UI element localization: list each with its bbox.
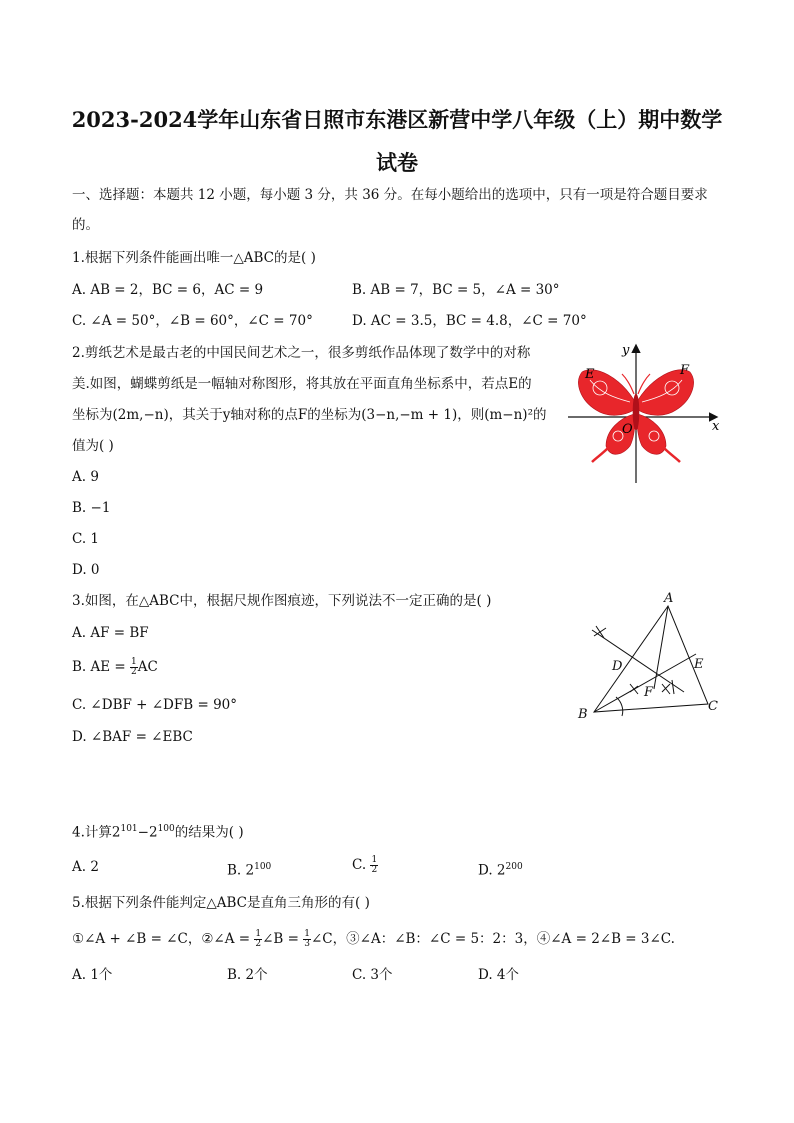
vertex-c-label: C xyxy=(708,699,718,714)
q2-option-c: C. 1 xyxy=(72,531,100,547)
point-f-label: F xyxy=(680,363,690,378)
q1-stem: 1.根据下列条件能画出唯一△ABC的是( ) xyxy=(72,250,316,266)
q1-option-d: D. AC = 3.5，BC = 4.8，∠C = 70° xyxy=(352,313,587,329)
q2-option-a: A. 9 xyxy=(72,469,99,485)
butterfly-figure xyxy=(560,338,730,488)
vertex-a-label: A xyxy=(664,592,674,606)
q3-option-c: C. ∠DBF + ∠DFB = 90° xyxy=(72,697,237,713)
q2-stem-line2: 美.如图，蝴蝶剪纸是一幅轴对称图形，将其放在平面直角坐标系中，若点E的 xyxy=(72,376,532,392)
x-axis-label: x xyxy=(712,419,720,434)
fraction: $\frac{1}{2}$ xyxy=(131,657,137,677)
construction-arc xyxy=(616,697,623,716)
y-axis-label: y xyxy=(622,343,630,358)
triangle-figure xyxy=(572,592,732,722)
q4-option-d: D. $2^{200}$ xyxy=(478,862,523,879)
q5-option-a: A. 1个 xyxy=(72,967,113,983)
section-heading: 一、选择题：本题共 12 小题，每小题 3 分，共 36 分。在每小题给出的选项中，只有一项是符合题目要求 xyxy=(72,187,708,203)
q2-option-d: D. 0 xyxy=(72,562,100,578)
point-e-label: E xyxy=(694,657,704,672)
q3-option-d: D. ∠BAF = ∠EBC xyxy=(72,729,193,745)
point-d-label: D xyxy=(612,659,623,674)
q5-option-c: C. 3个 xyxy=(352,967,393,983)
q4-option-a: A. 2 xyxy=(72,859,99,875)
page-title-cont: 试卷 xyxy=(376,150,418,175)
q5-stem: 5.根据下列条件能判定△ABC是直角三角形的有( ) xyxy=(72,895,370,911)
fraction: $\frac{1}{2}$ xyxy=(255,929,262,949)
q4-stem: 4.计算$2^{101}-2^{100}$的结果为( ) xyxy=(72,824,244,841)
q3-option-a: A. AF = BF xyxy=(72,625,149,641)
q4-option-b: B. $2^{100}$ xyxy=(227,862,272,879)
q3-option-b: B. AE = $\frac{1}{2}$ AC xyxy=(72,657,158,677)
q2-stem-line4: 值为( ) xyxy=(72,438,114,454)
point-e-label: E xyxy=(585,367,595,382)
fraction: $\frac{1}{2}$ xyxy=(371,855,378,875)
point-f-label: F xyxy=(644,685,654,700)
perpendicular-bisector xyxy=(592,630,684,692)
q5-option-d: D. 4个 xyxy=(478,967,520,983)
origin-label: O xyxy=(622,422,633,437)
q4-option-c: C. $\frac{1}{2}$ xyxy=(352,855,378,875)
section-heading-cont: 的。 xyxy=(72,217,99,233)
q1-option-a: A. AB = 2，BC = 6，AC = 9 xyxy=(72,282,264,298)
q5-conditions: ①∠A + ∠B = ∠C，②∠A = $\frac{1}{2}$ ∠B = $\frac{1}{3}$ ∠C，③∠A：∠B：∠C = 5：2：3，④∠A = 2∠B = 3∠C. xyxy=(72,929,675,949)
vertex-b-label: B xyxy=(578,707,588,722)
q1-option-b: B. AB = 7，BC = 5，∠A = 30° xyxy=(352,282,560,298)
fraction: $\frac{1}{3}$ xyxy=(304,929,310,949)
page-title: 2023-2024学年山东省日照市东港区新营中学八年级（上）期中数学 xyxy=(71,107,723,132)
q2-stem-line1: 2.剪纸艺术是最古老的中国民间艺术之一，很多剪纸作品体现了数学中的对称 xyxy=(72,345,531,361)
q5-option-b: B. 2个 xyxy=(227,967,268,983)
q2-stem-line3: 坐标为(2m,−n)，其关于y轴对称的点F的坐标为(3−n,−m + 1)，则(m−n)²的 xyxy=(72,407,547,423)
q2-option-b: B. −1 xyxy=(72,500,111,516)
q1-option-c: C. ∠A = 50°，∠B = 60°，∠C = 70° xyxy=(72,313,313,329)
angle-bisector xyxy=(594,654,696,712)
q3-stem: 3.如图，在△ABC中，根据尺规作图痕迹，下列说法不一定正确的是( ) xyxy=(72,593,492,609)
